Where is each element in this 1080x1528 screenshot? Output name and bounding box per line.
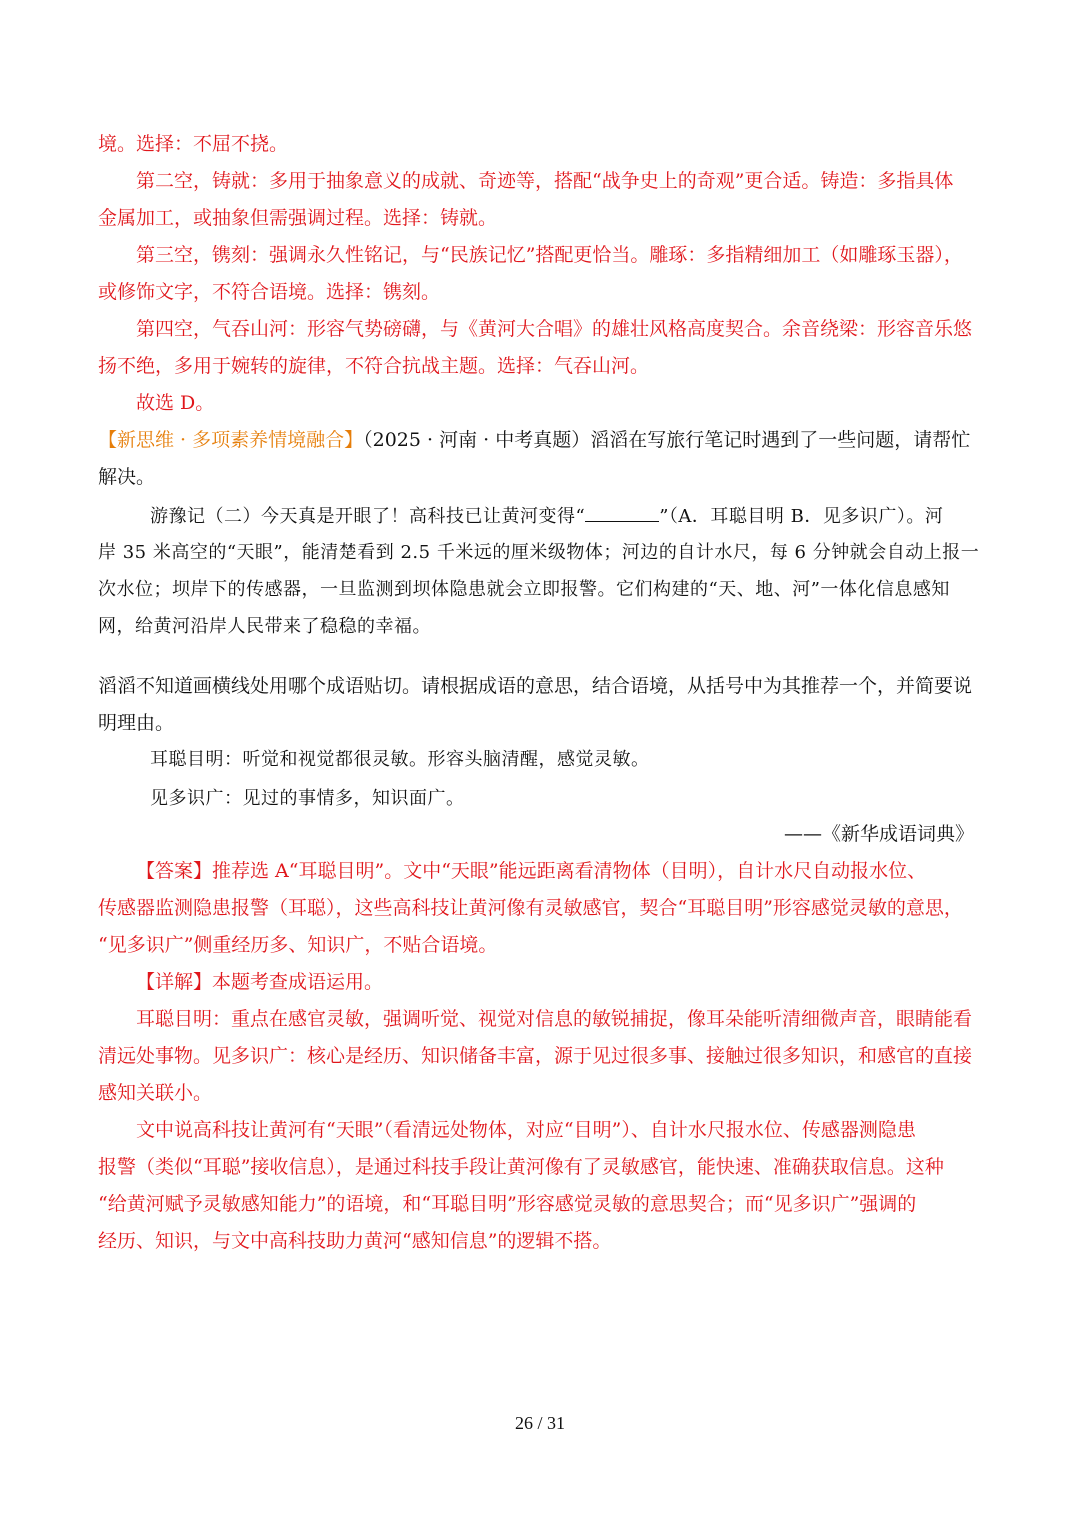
text-line: 金属加工，或抽象但需强调过程。选择：铸就。	[98, 207, 498, 229]
question-line: 解决。	[98, 466, 156, 488]
text-line: 或修饰文字，不符合语境。选择：镌刻。	[98, 281, 441, 303]
explanation-line: “给黄河赋予灵敏感知能力”的语境，和“耳聪目明”形容感觉灵敏的意思契合；而“见多识广”强调的	[98, 1193, 917, 1215]
explanation-line: 清远处事物。见多识广：核心是经历、知识储备丰富，源于见过很多事、接触过很多知识，和感官的直接	[98, 1045, 973, 1067]
question-line	[98, 427, 982, 453]
question-tag: 【新思维 · 多项素养情境融合】	[98, 429, 364, 451]
text-line: 第四空，气吞山河：形容气势磅礴，与《黄河大合唱》的雄壮风格高度契合。余音绕梁：形容音乐悠	[136, 318, 973, 340]
prompt-line: 明理由。	[98, 712, 175, 734]
explanation-line: 文中说高科技让黄河有“天眼”（看清远处物体，对应“目明”）、自计水尺报水位、传感器测隐患	[136, 1119, 916, 1141]
text-line: 境。选择：不屈不挠。	[98, 133, 289, 155]
explanation-line: 感知关联小。	[98, 1082, 213, 1104]
passage-line: 网，给黄河沿岸人民带来了稳稳的幸福。	[98, 616, 431, 637]
explanation-line: 耳聪目明：重点在感官灵敏，强调听觉、视觉对信息的敏锐捕捉，像耳朵能听清细微声音，眼睛能看	[136, 1008, 973, 1030]
question-text: （2025 · 河南 · 中考真题）滔滔在写旅行笔记时遇到了一些问题，请帮忙	[363, 429, 971, 451]
text-line: 第二空，铸就：多用于抽象意义的成就、奇迹等，搭配“战争史上的奇观”更合适。铸造：多指具体	[136, 170, 954, 192]
passage-line: 次水位；坝岸下的传感器，一旦监测到坝体隐患就会立即报警。它们构建的“天、地、河”一体化信息感知	[98, 579, 950, 600]
explanation-line: 经历、知识，与文中高科技助力黄河“感知信息”的逻辑不搭。	[98, 1230, 612, 1252]
passage-line: 岸 35 米高空的“天眼”，能清楚看到 2.5 千米远的厘米级物体；河边的自计水尺，每 6 分钟就会自动上报一	[98, 542, 980, 563]
text-line: 故选 D。	[136, 392, 215, 414]
definition-line: 见多识广：见过的事情多，知识面广。	[150, 788, 465, 809]
explanation-line: 报警（类似“耳聪”接收信息），是通过科技手段让黄河像有了灵敏感官，能快速、准确获取信息。这种	[98, 1156, 944, 1178]
passage-line	[150, 503, 982, 530]
definition-line: 耳聪目明：听觉和视觉都很灵敏。形容头脑清醒，感觉灵敏。	[150, 749, 650, 770]
fill-blank	[585, 503, 659, 522]
prompt-line: 滔滔不知道画横线处用哪个成语贴切。请根据成语的意思，结合语境，从括号中为其推荐一个，并简要说	[98, 675, 973, 697]
source-citation: ——《新华成语词典》	[783, 823, 974, 845]
passage-text: 游豫记（二）今天真是开眼了！高科技已让黄河变得“	[150, 506, 586, 527]
text-line: 第三空，镌刻：强调永久性铭记，与“民族记忆”搭配更恰当。雕琢：多指精细加工（如雕琢玉器），	[136, 244, 963, 266]
explanation-line: 【详解】本题考查成语运用。	[136, 971, 384, 993]
answer-line: 传感器监测隐患报警（耳聪），这些高科技让黄河像有灵敏感官，契合“耳聪目明”形容感觉灵敏的意思，	[98, 897, 963, 919]
passage-text: ”（A．耳聪目明 B．见多识广）。河	[659, 506, 944, 527]
answer-line: “见多识广”侧重经历多、知识广，不贴合语境。	[98, 934, 498, 956]
page-number: 26 / 31	[514, 1413, 565, 1433]
answer-line: 【答案】推荐选 A“耳聪目明”。文中“天眼”能远距离看清物体（目明），自计水尺自动报水位、	[136, 860, 927, 882]
text-line: 扬不绝，多用于婉转的旋律，不符合抗战主题。选择：气吞山河。	[98, 355, 650, 377]
